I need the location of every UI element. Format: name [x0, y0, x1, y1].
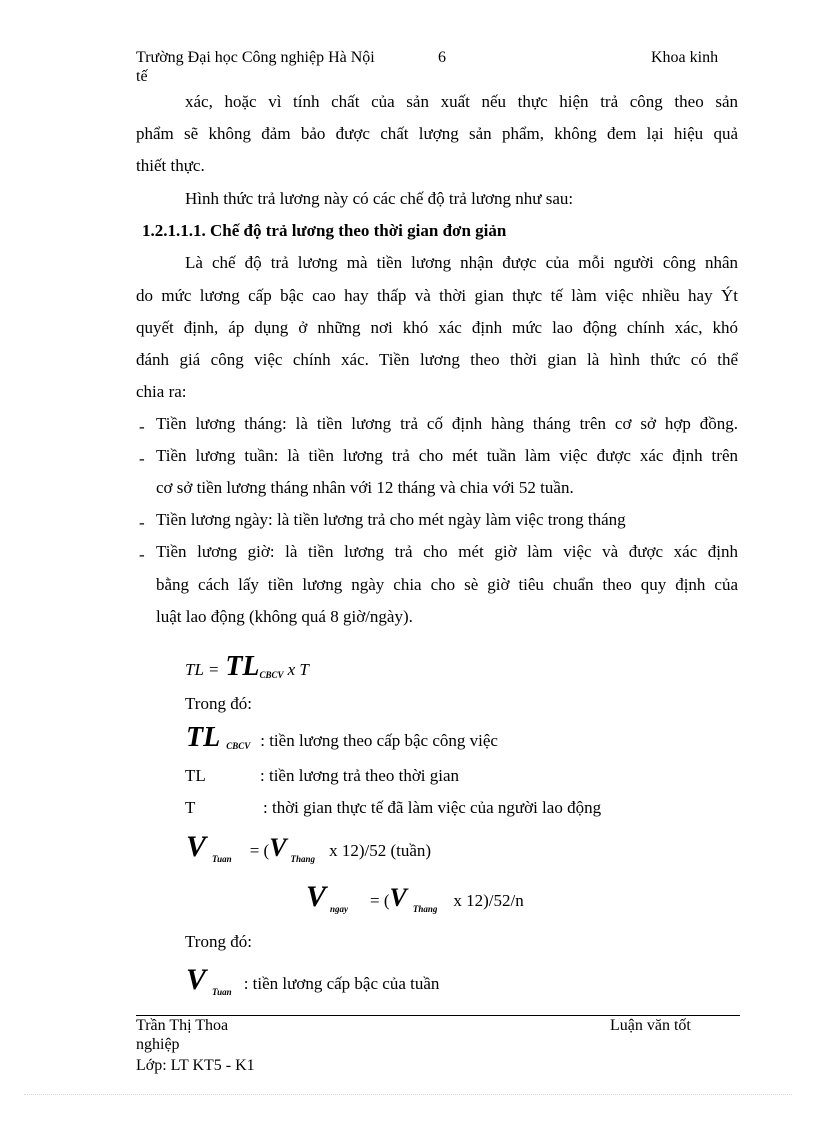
- header-faculty: Khoa kinh: [651, 49, 719, 66]
- para2: Hình thức trả lương này có các chế độ trả lương như sau:: [185, 189, 574, 208]
- formula-v2-subscript: Thang: [290, 854, 316, 864]
- where-label-2: Trong đó:: [185, 932, 252, 951]
- para3-line1: Là chế độ trả lương mà tiền lương nhận được của mỗi người công nhân: [185, 253, 738, 272]
- formula-vngay-v2-symbol: V: [389, 883, 407, 912]
- header-school: Trường Đại học Công nghiệp Hà Nội: [136, 49, 375, 66]
- section-heading: 1.2.1.1.1. Chế độ trả lương theo thời gian đơn giản: [142, 221, 507, 240]
- bullet-2-line1: Tiền lương tuần: là tiền lương trả cho mét tuần làm việc được xác định trên: [156, 446, 738, 465]
- bullet-4-line1: Tiền lương giờ: là tiền lương trả cho mét giờ làm việc và được xác định: [156, 542, 738, 561]
- formula-v-equals: = (: [249, 841, 270, 860]
- def-v-symbol: V: [186, 963, 207, 996]
- bullet-1-line1: Tiền lương tháng: là tiền lương trả cố định hàng tháng trên cơ sở hợp đồng.: [156, 414, 738, 433]
- def-tl2-symbol: TL: [185, 766, 206, 785]
- para1-line2: phẩm sẽ không đảm bảo được chất lượng sản phẩm, không đem lại hiệu quả: [136, 124, 738, 143]
- page-bottom-divider: [24, 1094, 792, 1095]
- para3-line2: do mức lương cấp bậc cao hay thấp và thời gian thực tế làm việc nhiều hay Ýt: [136, 286, 738, 305]
- bullet-marker: -: [139, 417, 145, 436]
- def-t-symbol: T: [185, 798, 196, 817]
- formula-vngay-symbol: V: [306, 880, 327, 913]
- para3-line4: đánh giá công việc chính xác. Tiền lương theo thời gian là hình thức có thể: [136, 350, 738, 369]
- formula-v-end: x 12)/52 (tuần): [329, 841, 432, 860]
- para1-line1: xác, hoặc vì tính chất của sản xuất nếu thực hiện trả công theo sản: [185, 92, 738, 111]
- footer-author: Trần Thị Thoa: [136, 1017, 229, 1034]
- para1-line3: thiết thực.: [136, 156, 205, 175]
- bullet-marker: -: [139, 545, 145, 564]
- formula-vngay-end: x 12)/52/n: [453, 891, 524, 910]
- footer-thesis-wrap: nghiệp: [136, 1036, 180, 1053]
- formula-v-subscript: Tuan: [212, 854, 232, 864]
- para3-line5: chia ra:: [136, 382, 187, 401]
- footer-rule: [136, 1015, 740, 1016]
- bullet-3-line1: Tiền lương ngày: là tiền lương trả cho mét ngày làm việc trong tháng: [156, 510, 626, 529]
- formula-vngay-subscript: ngay: [330, 904, 349, 914]
- footer-class: Lớp: LT KT5 - K1: [136, 1057, 255, 1074]
- def-t-text: : thời gian thực tế đã làm việc của người lao động: [263, 798, 602, 817]
- bullet-2-line2: cơ sở tiền lương tháng nhân với 12 tháng và chia với 52 tuần.: [156, 478, 574, 497]
- formula-v-tuan: [186, 832, 431, 864]
- formula-v-symbol: V: [186, 830, 207, 863]
- def-tl-symbol: TL: [186, 722, 221, 753]
- def-v-text: : tiền lương cấp bậc của tuần: [243, 974, 440, 993]
- formula-tl-subscript: CBCV: [259, 670, 284, 680]
- header-page-number: 6: [438, 49, 446, 66]
- formula-tl-suffix: x T: [287, 660, 309, 679]
- definition-v-tuan: [186, 965, 439, 997]
- def-v-subscript: Tuan: [212, 987, 232, 997]
- formula-v-ngay: [306, 882, 524, 914]
- bullet-4-line2: bằng cách lấy tiền lương ngày chia cho sè giờ tiêu chuẩn theo quy định của: [156, 575, 738, 594]
- formula-tl-symbol: TL: [225, 651, 260, 682]
- footer-thesis: Luận văn tốt: [610, 1017, 691, 1034]
- formula-vngay-v2-subscript: Thang: [412, 904, 438, 914]
- formula-v2-symbol: V: [269, 833, 287, 862]
- bullet-4-line3: luật lao động (không quá 8 giờ/ngày).: [156, 607, 413, 626]
- formula-tl-prefix: TL =: [185, 660, 220, 679]
- bullet-marker: -: [139, 449, 145, 468]
- def-tl-text: : tiền lương theo cấp bậc công việc: [260, 731, 498, 750]
- def-tl2-text: : tiền lương trả theo thời gian: [260, 766, 460, 785]
- def-tl-subscript: CBCV: [226, 741, 251, 751]
- header-faculty-wrap: tế: [136, 68, 148, 85]
- formula-tl: [185, 652, 309, 682]
- where-label-1: Trong đó:: [185, 694, 252, 713]
- bullet-marker: -: [139, 513, 145, 532]
- formula-vngay-equals: = (: [370, 891, 390, 910]
- definition-tlcbcv: [186, 723, 498, 753]
- para3-line3: quyết định, áp dụng ở những nơi khó xác định mức lao động chính xác, khó: [136, 318, 738, 337]
